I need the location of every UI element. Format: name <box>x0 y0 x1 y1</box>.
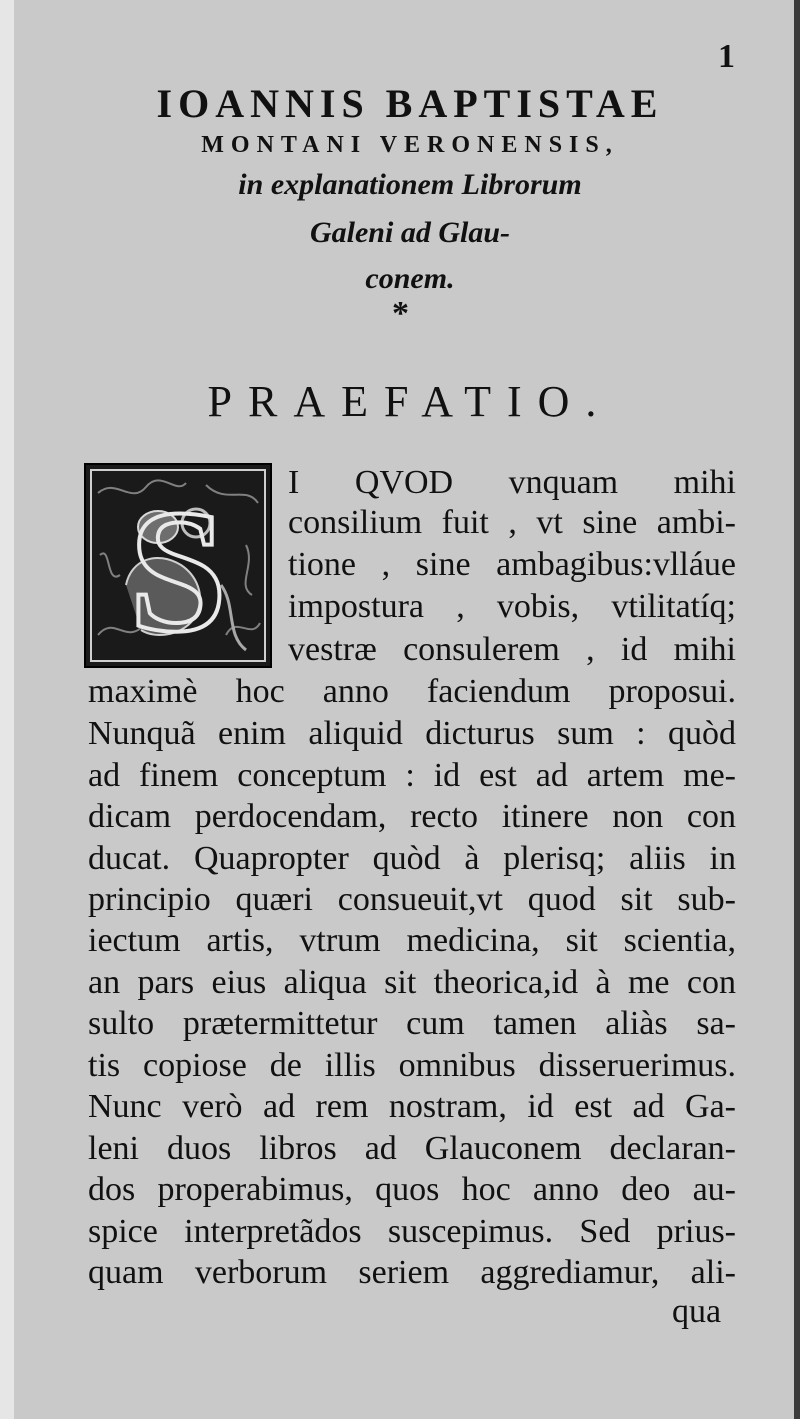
title-line-4: Galeni ad Glau- <box>309 216 510 249</box>
body-line: leni duos libros ad Glauconem declaran- <box>88 1130 736 1167</box>
body-line: an pars eius aliqua sit theorica,id à me con <box>88 964 736 1001</box>
body-line: consilium fuit , vt sine ambi- <box>288 504 736 541</box>
decorated-initial <box>84 463 272 668</box>
body-line: Nunquã enim aliquid dicturus sum : quòd <box>88 715 736 752</box>
body-line: dos properabimus, quos hoc anno deo au- <box>88 1171 736 1208</box>
body-line: impostura , vobis, vtilitatíq; <box>288 588 736 625</box>
body-line: dicam perdocendam, recto itinere non con <box>88 798 736 835</box>
page-edge-left <box>0 0 14 1419</box>
title-line-3: in explanationem Librorum <box>238 168 582 201</box>
decorated-initial-art <box>86 465 270 666</box>
folio-number: 1 <box>718 38 735 75</box>
body-line: quam verborum seriem aggrediamur, ali- <box>88 1254 736 1291</box>
body-line: maximè hoc anno faciendum proposui. <box>88 673 736 710</box>
body-line: ad finem conceptum : id est ad artem me- <box>88 757 736 794</box>
title-line-2: MONTANI VERONENSIS, <box>201 132 619 158</box>
body-line: sulto prætermittetur cum tamen aliàs sa- <box>88 1005 736 1042</box>
body-line: Nunc verò ad rem nostram, id est ad Ga- <box>88 1088 736 1125</box>
page-edge-right <box>794 0 800 1419</box>
body-line: principio quæri consueuit,vt quod sit sub- <box>88 881 736 918</box>
drop-cap-letter: S <box>129 474 227 666</box>
title-line-5: conem. <box>365 262 455 295</box>
catchword: qua <box>672 1293 722 1330</box>
body-line: vestræ consulerem , id mihi <box>288 631 736 668</box>
body-line: tis copiose de illis omnibus disseruerimus. <box>88 1047 736 1084</box>
body-line: iectum artis, vtrum medicina, sit scientia, <box>88 922 736 959</box>
section-heading: PRAEFATIO. <box>207 377 613 426</box>
body-line: I QVOD vnquam mihi <box>288 464 736 501</box>
title-line-1: IOANNIS BAPTISTAE <box>156 81 664 126</box>
body-line: spice interpretãdos suscepimus. Sed prius- <box>88 1213 736 1250</box>
ornament-asterisk: * <box>392 295 409 332</box>
body-line: ducat. Quapropter quòd à plerisq; aliis in <box>88 840 736 877</box>
body-line: tione , sine ambagibus:vlláue <box>288 546 736 583</box>
